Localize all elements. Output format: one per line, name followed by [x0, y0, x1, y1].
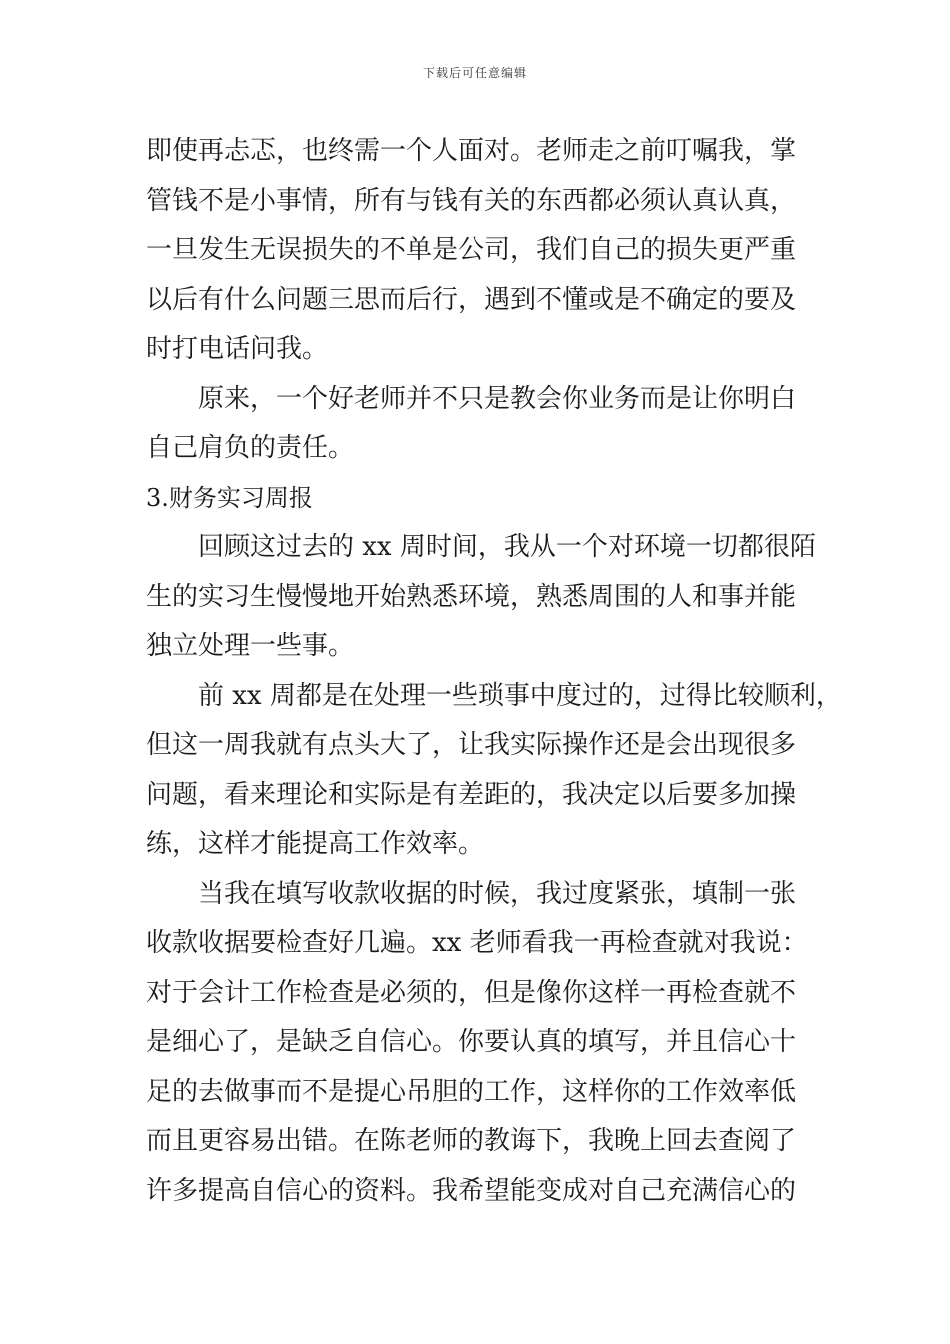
text-line: 独立处理一些事。	[146, 631, 355, 661]
text-line: 以后有什么问题三思而后行，遇到不懂或是不确定的要及	[146, 284, 797, 315]
text-line: 生的实习生慢慢地开始熟悉环境，熟悉周围的人和事并能	[146, 581, 797, 612]
text-line: 收款收据要检查好几遍。xx 老师看我一再检查就对我说：	[146, 928, 808, 958]
text-line: 即使再忐忑，也终需一个人面对。老师走之前叮嘱我，掌	[146, 136, 797, 166]
text-line: 前 xx 周都是在处理一些琐事中度过的，过得比较顺利，	[198, 680, 842, 711]
text-line: 自己肩负的责任。	[146, 433, 355, 463]
section-heading: 3.财务实习周报	[146, 483, 313, 512]
text-line: 一旦发生无误损失的不单是公司，我们自己的损失更严重	[146, 235, 797, 265]
document-body	[146, 127, 842, 1216]
text-line: 回顾这过去的 xx 周时间，我从一个对环境一切都很陌	[198, 532, 816, 562]
text-line: 而且更容易出错。在陈老师的教诲下，我晚上回去查阅了	[146, 1126, 797, 1156]
text-line: 练，这样才能提高工作效率。	[146, 829, 485, 859]
text-line: 对于会计工作检查是必须的，但是像你这样一再检查就不	[146, 977, 797, 1008]
text-line: 但这一周我就有点头大了，让我实际操作还是会出现很多	[146, 730, 797, 760]
text-line: 足的去做事而不是提心吊胆的工作，这样你的工作效率低	[146, 1076, 797, 1107]
text-line: 原来，一个好老师并不只是教会你业务而是让你明白	[198, 383, 797, 414]
text-line: 时打电话问我。	[146, 334, 329, 364]
text-line: 问题，看来理论和实际是有差距的，我决定以后要多加操	[146, 779, 797, 810]
text-line: 是细心了，是缺乏自信心。你要认真的填写，并且信心十	[146, 1027, 797, 1057]
text-line: 当我在填写收款收据的时候，我过度紧张，填制一张	[198, 878, 797, 909]
page-header: 下载后可任意编辑	[422, 66, 527, 80]
text-line: 许多提高自信心的资料。我希望能变成对自己充满信心的	[146, 1175, 797, 1206]
text-line: 管钱不是小事情，所有与钱有关的东西都必须认真认真，	[146, 185, 797, 216]
